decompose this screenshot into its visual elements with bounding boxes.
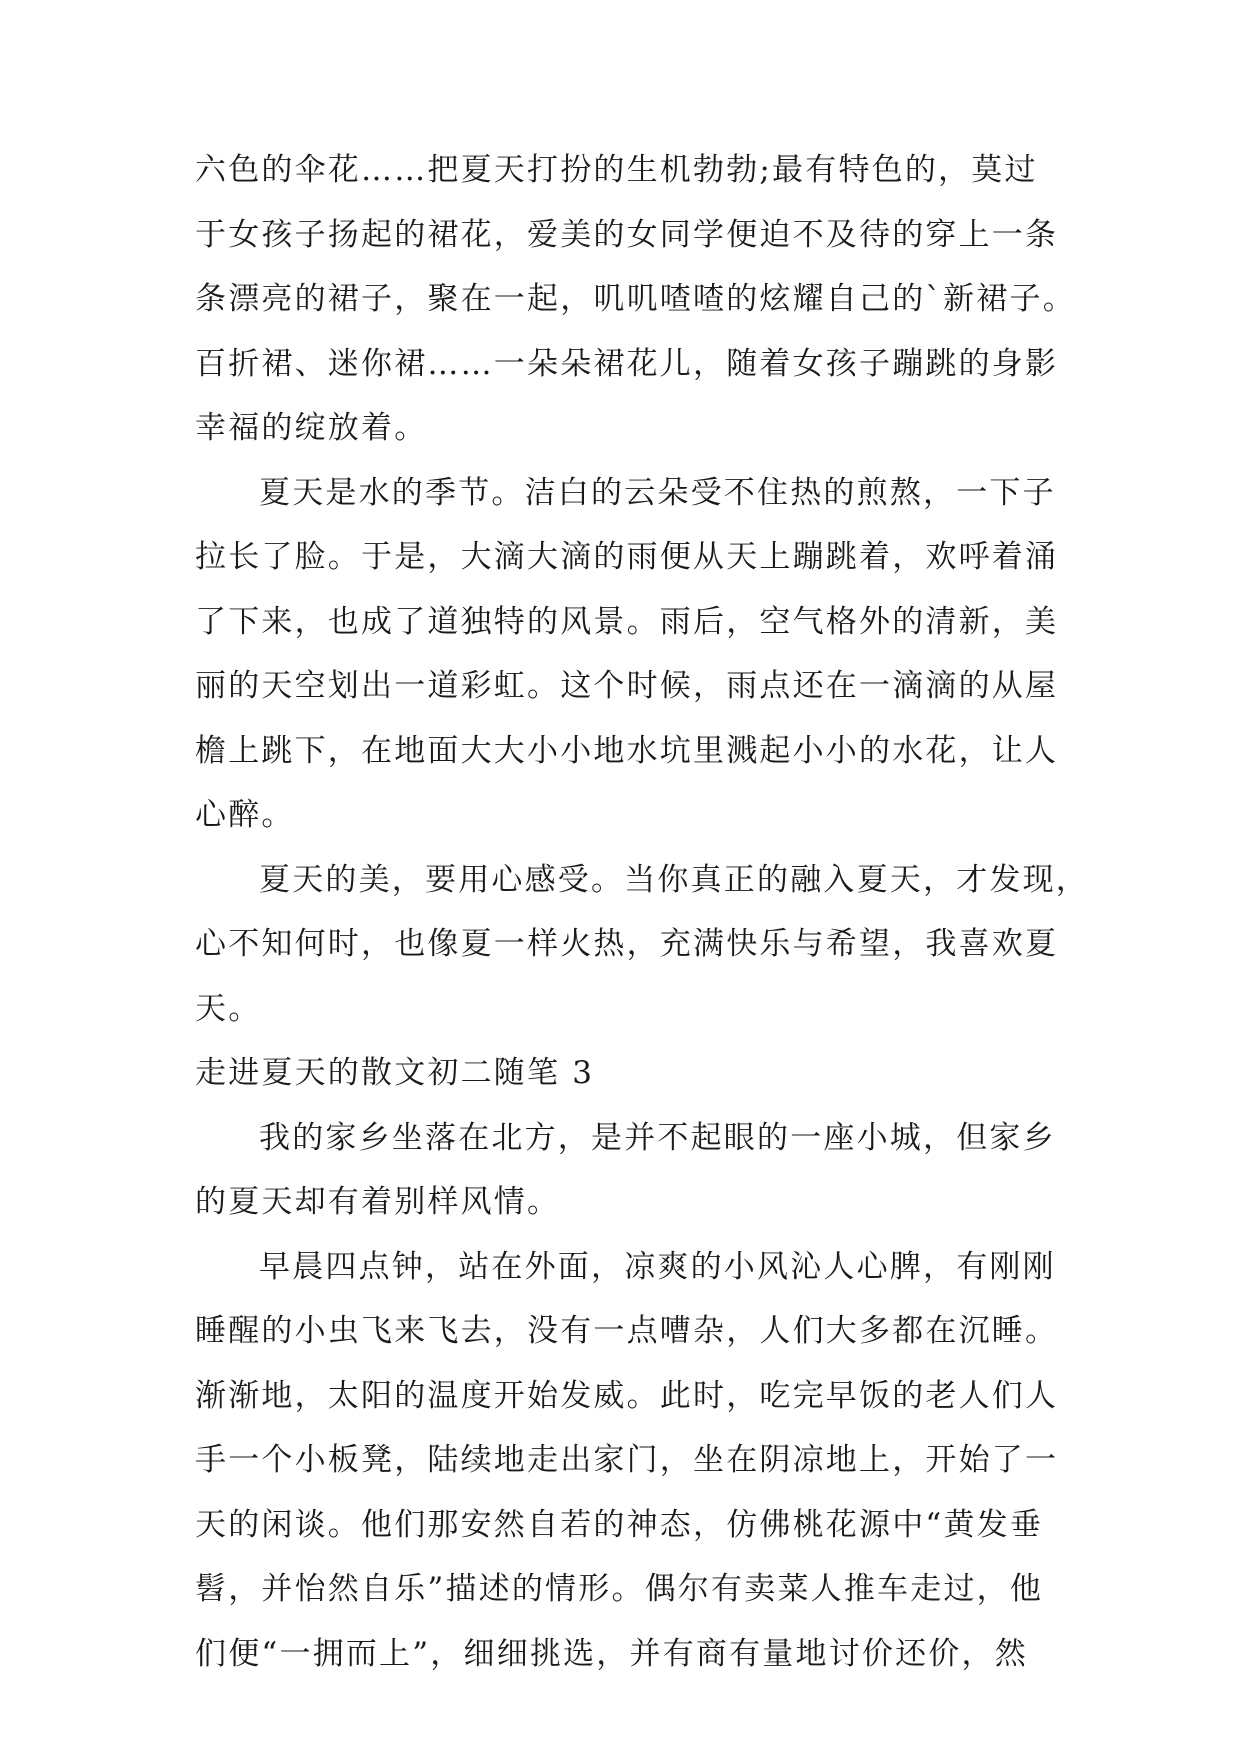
text-line: 手一个小板凳，陆续地走出家门，坐在阴凉地上，开始了一 [195, 1442, 1059, 1478]
text-line: 了下来，也成了道独特的风景。雨后，空气格外的清新，美 [195, 603, 1059, 640]
text-line: 走进夏天的散文初二随笔 3 [195, 1055, 595, 1091]
text-line: 檐上跳下，在地面大大小小地水坑里溅起小小的水花，让人 [195, 732, 1059, 769]
text-line: 的夏天却有着别样风情。 [195, 1184, 561, 1220]
text-line: 我的家乡坐落在北方，是并不起眼的一座小城，但家乡 [259, 1119, 1056, 1156]
text-line: 渐渐地，太阳的温度开始发威。此时，吃完早饭的老人们人 [195, 1377, 1059, 1414]
text-line: 条漂亮的裙子，聚在一起，叽叽喳喳的炫耀自己的`新裙子。 [195, 281, 1076, 317]
text-line: 们便“一拥而上”，细细挑选，并有商有量地讨价还价，然 [195, 1635, 1028, 1672]
text-line: 天的闲谈。他们那安然自若的神态，仿佛桃花源中“黄发垂 [195, 1506, 1044, 1543]
text-line: 睡醒的小虫飞来飞去，没有一点嘈杂，人们大多都在沉睡。 [195, 1313, 1059, 1349]
text-line: 六色的伞花……把夏天打扮的生机勃勃;最有特色的，莫过 [195, 152, 1038, 188]
text-line: 拉长了脸。于是，大滴大滴的雨便从天上蹦跳着，欢呼着涌 [195, 539, 1059, 575]
document-body [195, 138, 1089, 1686]
text-line: 心不知何时，也像夏一样火热，充满快乐与希望，我喜欢夏 [195, 926, 1059, 962]
text-line: 髫，并怡然自乐”描述的情形。偶尔有卖菜人推车走过，他 [195, 1571, 1044, 1607]
text-line: 百折裙、迷你裙……一朵朵裙花儿，随着女孩子蹦跳的身影 [195, 345, 1059, 382]
text-line: 早晨四点钟，站在外面，凉爽的小风沁人心脾，有刚刚 [259, 1248, 1056, 1285]
text-line: 天。 [195, 990, 262, 1027]
text-line: 夏天的美，要用心感受。当你真正的融入夏天，才发现， [259, 861, 1089, 898]
text-line: 心醉。 [195, 797, 295, 833]
text-line: 幸福的绽放着。 [195, 410, 428, 446]
text-line: 于女孩子扬起的裙花，爱美的女同学便迫不及待的穿上一条 [195, 216, 1059, 253]
text-line: 丽的天空划出一道彩虹。这个时候，雨点还在一滴滴的从屋 [195, 668, 1059, 704]
text-line: 夏天是水的季节。洁白的云朵受不住热的煎熬，一下子 [259, 474, 1056, 511]
